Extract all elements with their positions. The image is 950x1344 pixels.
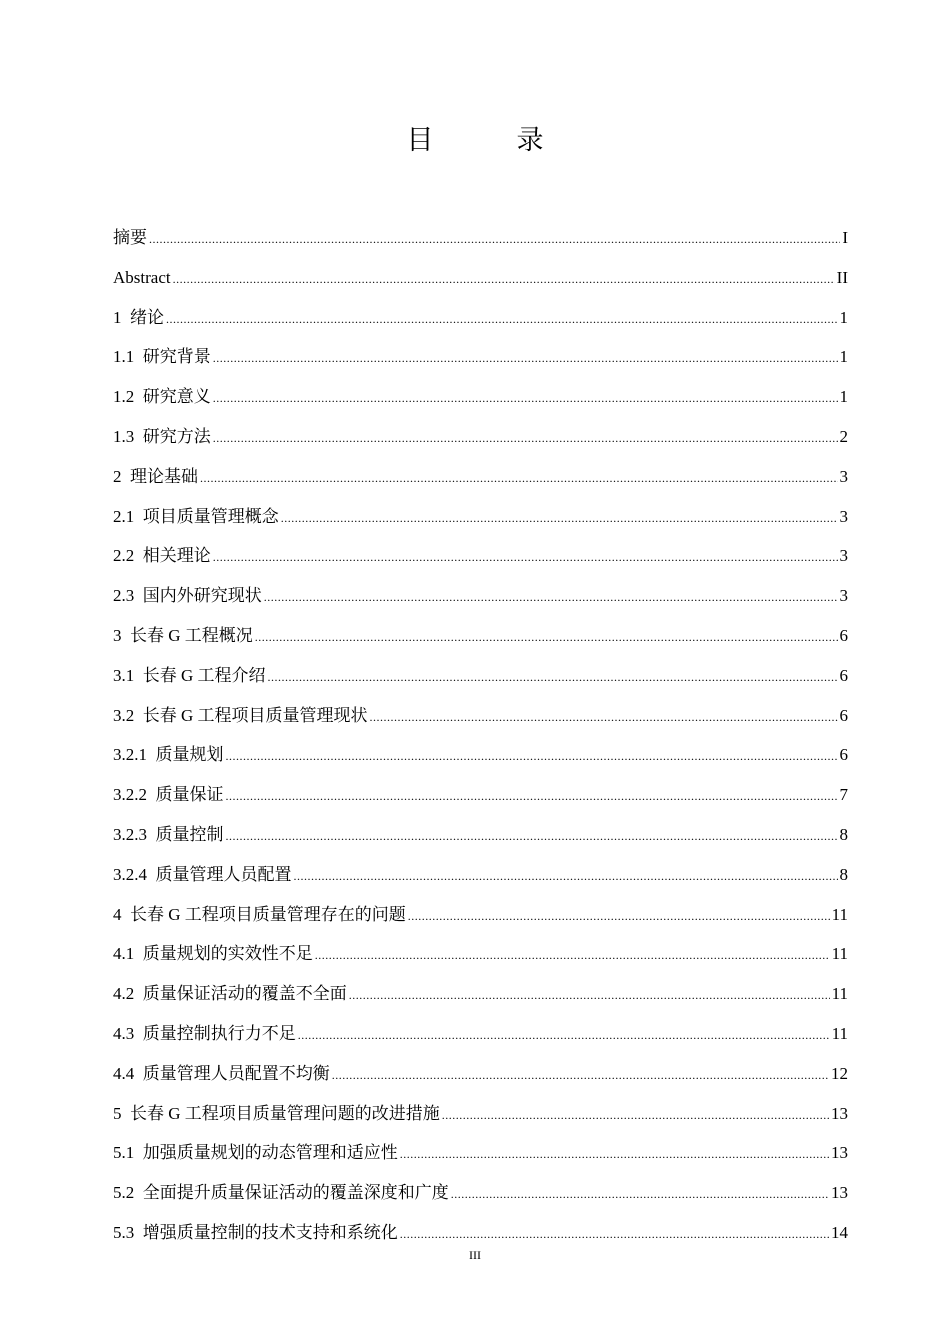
toc-entry-number: 4.3 (113, 1023, 143, 1043)
toc-entry-page: 2 (839, 426, 848, 446)
toc-entry[interactable] (113, 1139, 848, 1179)
toc-entry[interactable] (113, 224, 848, 264)
toc-entry-page: 11 (831, 904, 848, 924)
toc-entry[interactable] (113, 463, 848, 503)
toc-entry[interactable] (113, 901, 848, 941)
toc-entry[interactable] (113, 542, 848, 582)
toc-dot-leader (408, 901, 830, 930)
toc-entry-page: 3 (839, 586, 848, 606)
toc-dot-leader (268, 662, 838, 691)
toc-dot-leader (281, 503, 838, 532)
toc-entry-title: 质量保证 (155, 785, 224, 805)
toc-entry-page: 3 (839, 466, 848, 486)
toc-entry-title: Abstract (113, 267, 171, 287)
toc-entry-number: 3.2.3 (113, 824, 156, 844)
toc-entry-title: 研究背景 (142, 347, 211, 367)
toc-entry-title: 理论基础 (130, 466, 198, 486)
toc-entry-number: 1 (113, 307, 130, 327)
toc-entry-number: 2.3 (113, 586, 143, 606)
toc-entry-number: 1.3 (113, 426, 143, 446)
toc-dot-leader (294, 861, 838, 890)
toc-entry-title: 质量控制执行力不足 (142, 1023, 296, 1043)
toc-entry-number: 2.2 (113, 546, 143, 566)
toc-entry-number: 2 (113, 466, 130, 486)
toc-entry-number: 4.4 (113, 1063, 143, 1083)
toc-dot-leader (349, 980, 830, 1009)
toc-dot-leader (332, 1060, 829, 1089)
toc-entry-number: 4.2 (113, 984, 143, 1004)
toc-dot-leader (213, 542, 838, 571)
toc-entry-page: 11 (831, 1023, 848, 1043)
toc-dot-leader (370, 702, 838, 731)
toc-entry-title: 长春 G 工程项目质量管理现状 (142, 705, 368, 725)
toc-entry[interactable] (113, 781, 848, 821)
toc-entry[interactable] (113, 622, 848, 662)
toc-entry-page: 6 (839, 705, 848, 725)
toc-entry[interactable] (113, 582, 848, 622)
toc-entry-number: 3.2.4 (113, 864, 156, 884)
toc-entry-page: 3 (839, 506, 848, 526)
toc-entry-title: 质量管理人员配置 (155, 864, 292, 884)
toc-entry-page: II (836, 267, 848, 287)
toc-dot-leader (315, 940, 830, 969)
toc-entry-title: 研究方法 (142, 426, 211, 446)
toc-entry-number: 5.2 (113, 1183, 143, 1203)
toc-entry-number: 2.1 (113, 506, 143, 526)
toc-entry-page: 11 (831, 944, 848, 964)
toc-entry-title: 相关理论 (142, 546, 211, 566)
toc-entry-number: 4.1 (113, 944, 143, 964)
toc-entry[interactable] (113, 741, 848, 781)
toc-entry[interactable] (113, 1020, 848, 1060)
toc-entry-page: 12 (831, 1063, 848, 1083)
toc-dot-leader (226, 741, 838, 770)
toc-dot-leader (166, 304, 838, 333)
toc-dot-leader (213, 343, 838, 372)
toc-entry-page: 1 (839, 307, 848, 327)
toc-entry[interactable] (113, 264, 848, 304)
toc-entry-title: 质量规划的实效性不足 (142, 944, 313, 964)
toc-entry-title: 质量控制 (155, 824, 224, 844)
toc-entry-title: 长春 G 工程介绍 (142, 665, 266, 685)
toc-entry[interactable] (113, 423, 848, 463)
page-number: III (469, 1248, 481, 1262)
toc-entry-page: 6 (839, 745, 848, 765)
toc-entry-number: 3.1 (113, 665, 143, 685)
toc-entry[interactable] (113, 662, 848, 702)
toc-dot-leader (264, 582, 838, 611)
toc-dot-leader (442, 1100, 829, 1129)
toc-entry[interactable] (113, 343, 848, 383)
toc-entry-title: 国内外研究现状 (142, 586, 262, 606)
toc-entry[interactable] (113, 383, 848, 423)
toc-dot-leader (226, 781, 838, 810)
toc-entry[interactable] (113, 1060, 848, 1100)
toc-entry-page: 14 (831, 1222, 848, 1242)
toc-entry-title: 研究意义 (142, 387, 211, 407)
toc-dot-leader (298, 1020, 830, 1049)
page-title: 目 录 (406, 125, 572, 155)
toc-entry[interactable] (113, 1179, 848, 1219)
toc-entry-number: 3 (113, 625, 130, 645)
toc-entry-title: 加强质量规划的动态管理和适应性 (142, 1143, 398, 1163)
toc-entry-number: 5 (113, 1103, 130, 1123)
toc-entry-number: 1.2 (113, 387, 143, 407)
toc-entry-number: 5.1 (113, 1143, 143, 1163)
toc-entry-title: 增强质量控制的技术支持和系统化 (142, 1222, 398, 1242)
toc-entry-title: 长春 G 工程项目质量管理问题的改进措施 (130, 1103, 440, 1123)
toc-entry-title: 质量管理人员配置不均衡 (142, 1063, 330, 1083)
toc-dot-leader (213, 383, 838, 412)
toc-dot-leader (451, 1179, 829, 1208)
toc-entry-page: 8 (839, 824, 848, 844)
toc-entry[interactable] (113, 940, 848, 980)
toc-entry-number: 3.2 (113, 705, 143, 725)
toc-dot-leader (400, 1139, 829, 1168)
table-of-contents (113, 224, 848, 1259)
toc-dot-leader (213, 423, 838, 452)
toc-entry[interactable] (113, 821, 848, 861)
toc-dot-leader (200, 463, 838, 492)
toc-entry-page: 11 (831, 984, 848, 1004)
toc-entry-title: 绪论 (130, 307, 164, 327)
toc-entry[interactable] (113, 861, 848, 901)
toc-entry-number: 1.1 (113, 347, 143, 367)
toc-entry-title: 质量规划 (155, 745, 224, 765)
toc-entry[interactable] (113, 304, 848, 344)
toc-entry-number: 5.3 (113, 1222, 143, 1242)
toc-entry-title: 长春 G 工程概况 (130, 625, 253, 645)
toc-entry-title: 项目质量管理概念 (142, 506, 279, 526)
toc-entry-page: 1 (839, 347, 848, 367)
toc-entry-title: 长春 G 工程项目质量管理存在的问题 (130, 904, 406, 924)
toc-dot-leader (255, 622, 838, 651)
toc-entry[interactable] (113, 980, 848, 1020)
toc-dot-leader (226, 821, 838, 850)
toc-entry-number: 3.2.2 (113, 785, 156, 805)
toc-dot-leader (149, 224, 840, 253)
toc-dot-leader (173, 264, 835, 293)
toc-entry-page: 13 (831, 1183, 848, 1203)
toc-entry[interactable] (113, 503, 848, 543)
toc-entry-number: 4 (113, 904, 130, 924)
toc-entry-page: 1 (839, 387, 848, 407)
toc-entry[interactable] (113, 1100, 848, 1140)
toc-entry[interactable] (113, 702, 848, 742)
toc-entry-title: 质量保证活动的覆盖不全面 (142, 984, 347, 1004)
toc-entry-page: 8 (839, 864, 848, 884)
toc-entry-page: 13 (831, 1103, 848, 1123)
toc-entry-page: 3 (839, 546, 848, 566)
toc-entry-page: 6 (839, 625, 848, 645)
toc-entry-page: 13 (831, 1143, 848, 1163)
toc-entry-page: 6 (839, 665, 848, 685)
toc-entry-number: 3.2.1 (113, 745, 156, 765)
toc-entry-title: 全面提升质量保证活动的覆盖深度和广度 (142, 1183, 449, 1203)
toc-entry-page: I (842, 228, 848, 247)
toc-entry-page: 7 (839, 785, 848, 805)
toc-dot-leader (400, 1219, 829, 1248)
toc-entry-title: 摘要 (113, 228, 147, 247)
